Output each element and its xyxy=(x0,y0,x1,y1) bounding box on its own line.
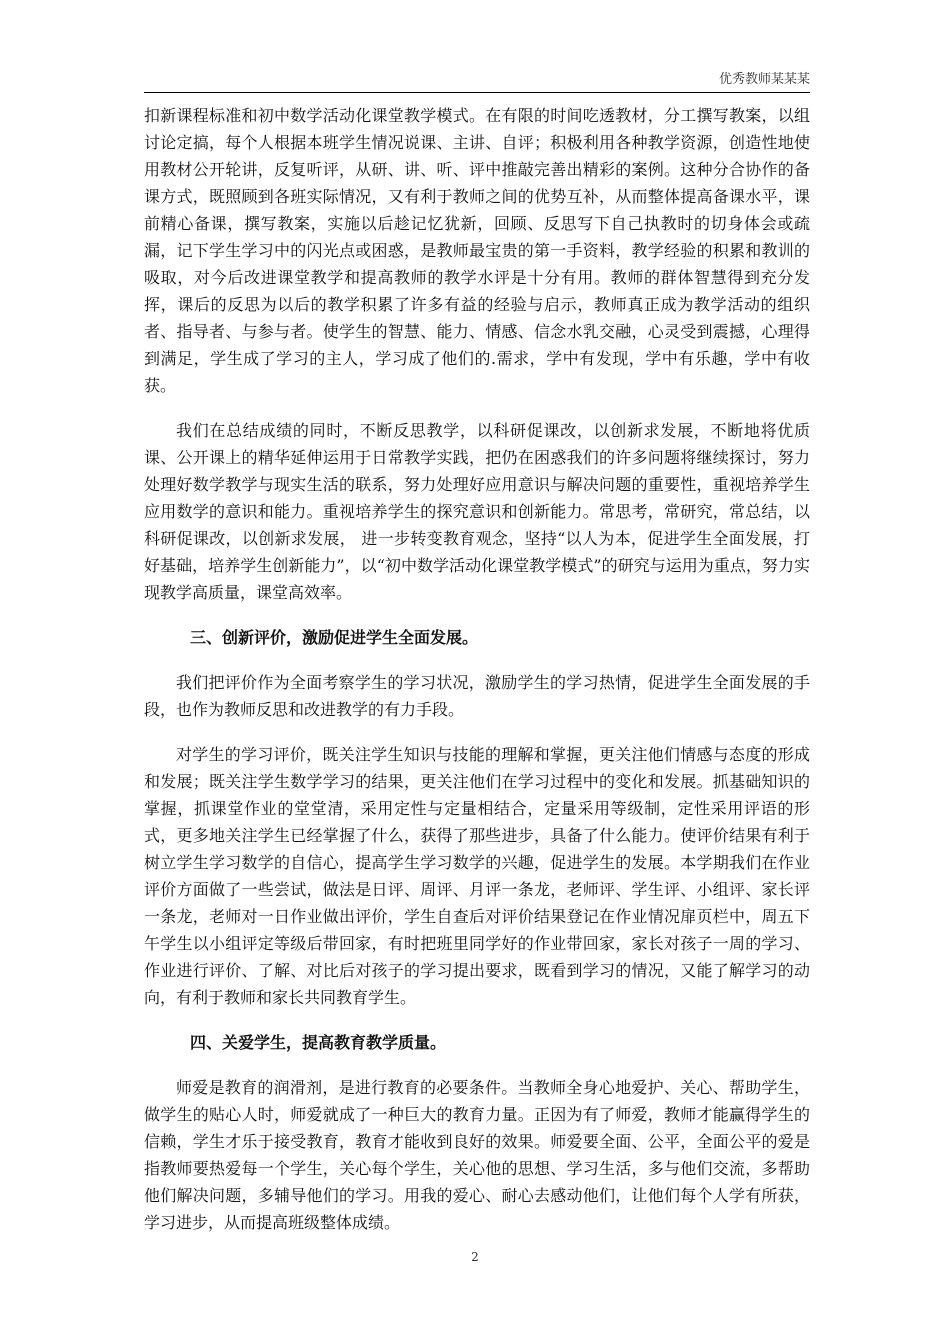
paragraph-lesson-prep: 扣新课程标准和初中数学活动化课堂教学模式。在有限的时间吃透教材，分工撰写教案，以组讨论定搞，每个人根据本班学生情况说课、主讲、自评；积极利用各种教学资源，创造性地使用教材公开轮讲，反复听评，从研、讲、听、评中推敲完善出精彩的案例。这种分合协作的备课方式，既照顾到各班实际情况，又有利于教师之间的优势互补，从而整体提高备课水平，课前精心备课，撰写教案，实施以后趁记忆犹新，回顾、反思写下自己执教时的切身体会或疏漏，记下学生学习中的闪光点或困惑，是教师最宝贵的第一手资料，教学经验的积累和教训的吸取，对今后改进课堂教学和提高教师的教学水评是十分有用。教师的群体智慧得到充分发挥，课后的反思为以后的教学积累了许多有益的经验与启示，教师真正成为教学活动的组织者、指导者、与参与者。使学生的智慧、能力、情感、信念水乳交融，心灵受到震撼，心理得到满足，学生成了学习的主人，学习成了他们的.需求，学中有发现，学中有乐趣，学中有收获。 xyxy=(144,106,810,395)
page-number: 2 xyxy=(471,1250,479,1264)
page-header xyxy=(144,72,810,93)
section-heading-care: 四、关爱学生，提高教育教学质量。 xyxy=(190,1033,447,1052)
section-heading-evaluation: 三、创新评价，激励促进学生全面发展。 xyxy=(190,628,479,647)
document-body xyxy=(144,102,810,1236)
paragraph-evaluation-detail: 对学生的学习评价，既关注学生知识与技能的理解和掌握，更关注他们情感与态度的形成和发展；既关注学生数学学习的结果，更关注他们在学习过程中的变化和发展。抓基础知识的掌握，抓课堂作业的堂堂清，采用定性与定量相结合，定量采用等级制，定性采用评语的形式，更多地关注学生已经掌握了什么，获得了那些进步，具备了什么能力。使评价结果有利于树立学生学习数学的自信心，提高学生学习数学的兴趣，促进学生的发展。本学期我们在作业评价方面做了一些尝试，做法是日评、周评、月评一条龙，老师评、学生评、小组评、家长评一条龙，老师对一日作业做出评价，学生自查后对评价结果登记在作业情况扉页栏中，周五下午学生以小组评定等级后带回家，有时把班里同学好的作业带回家，家长对孩子一周的学习、作业进行评价、了解、对比后对孩子的学习提出要求，既看到学习的情况，又能了解学习的动向，有利于教师和家长共同教育学生。 xyxy=(144,745,810,1007)
paragraph-reflection: 我们在总结成绩的同时，不断反思教学，以科研促课改，以创新求发展，不断地将优质课、公开课上的精华延伸运用于日常教学实践，把仍在困惑我们的许多问题将继续探讨，努力处理好数学教学与现实生活的联系，努力处理好应用意识与解决问题的重要性，重视培养学生应用数学的意识和能力。重视培养学生的探究意识和创新能力。常思考，常研究，常总结，以科研促课改，以创新求发展， 进一步转变教育观念，坚持“以人为本，促进学生全面发展，打好基础，培养学生创新能力”，以“初中数学活动化课堂教学模式”的研究与运用为重点，努力实现教学高质量，课堂高效率。 xyxy=(144,421,810,602)
header-author: 优秀教师某某某 xyxy=(718,72,810,87)
paragraph-teacher-love: 师爱是教育的润滑剂，是进行教育的必要条件。当教师全身心地爱护、关心、帮助学生，做学生的贴心人时，师爱就成了一种巨大的教育力量。正因为有了师爱，教师才能赢得学生的信赖，学生才乐于接受教育，教育才能收到良好的效果。师爱要全面、公平，全面公平的爱是指教师要热爱每一个学生，关心每个学生，关心他的思想、学习生活，多与他们交流，多帮助他们解决问题，多辅导他们的学习。用我的爱心、耐心去感动他们，让他们每个人学有所获，学习进步，从而提高班级整体成绩。 xyxy=(144,1078,810,1232)
paragraph-evaluation-intro: 我们把评价作为全面考察学生的学习状况，激励学生的学习热情，促进学生全面发展的手段，也作为教师反思和改进教学的有力手段。 xyxy=(144,673,810,719)
